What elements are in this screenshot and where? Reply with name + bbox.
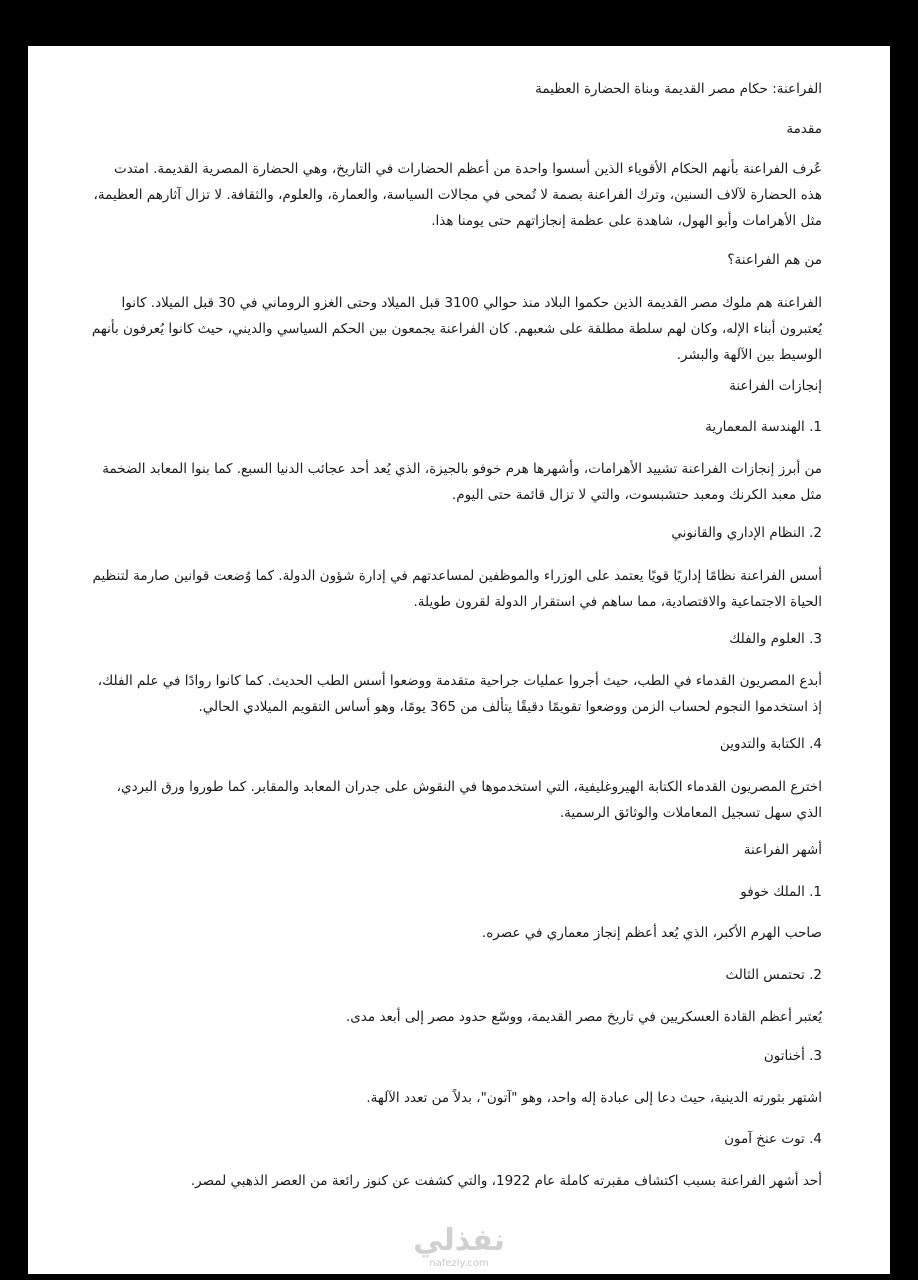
document-title: الفراعنة: حكام مصر القديمة وبناة الحضارة العظيمة <box>535 81 822 97</box>
document-page <box>28 46 890 1274</box>
achievement-heading-writing: 4. الكتابة والتدوين <box>719 736 822 752</box>
who-heading: من هم الفراعنة؟ <box>727 252 822 268</box>
famous-heading-akhenaten: 3. أخناتون <box>763 1048 822 1064</box>
who-paragraph: الفراعنة هم ملوك مصر القديمة الذين حكموا البلاد منذ حوالي 3100 قبل الميلاد وحتى الغزو الروماني في 30 قبل الميلاد. كانوا يُعتبرون أبناء الإله، وكان لهم سلطة مطلقة على شعبهم. كان الفراعنة يجمعون بين الحكم السياسي والديني، حيث كانوا يُعرفون بأنهم الوسيط بين الآلهة والبشر. <box>91 295 822 363</box>
watermark-url: nafezly.com <box>429 1258 489 1269</box>
achievements-heading: إنجازات الفراعنة <box>729 378 822 394</box>
famous-text-tutankhamun: أحد أشهر الفراعنة بسبب اكتشاف مقبرته كاملة عام 1922، والتي كشفت عن كنوز رائعة من العصر الذهبي لمصر. <box>190 1173 822 1189</box>
famous-heading-khufu: 1. الملك خوفو <box>740 884 822 900</box>
achievement-text-science: أبدع المصريون القدماء في الطب، حيث أجروا عمليات جراحية متقدمة ووضعوا أسس الطب الحديث. كما كانوا روادًا في علم الفلك، إذ استخدموا النجوم لحساب الزمن ووضعوا تقويمًا دقيقًا يتألف من 365 يومًا، وهو أساس التقويم الميلادي الحالي. <box>97 673 822 715</box>
famous-heading: أشهر الفراعنة <box>743 842 822 858</box>
intro-heading: مقدمة <box>786 121 822 137</box>
achievement-heading-science: 3. العلوم والفلك <box>729 631 822 647</box>
watermark <box>28 1224 890 1270</box>
achievement-heading-administration: 2. النظام الإداري والقانوني <box>671 525 822 541</box>
famous-text-khufu: صاحب الهرم الأكبر، الذي يُعد أعظم إنجاز معماري في عصره. <box>481 925 822 941</box>
famous-heading-thutmose: 2. تحتمس الثالث <box>725 967 822 983</box>
intro-paragraph: عُرف الفراعنة بأنهم الحكام الأقوياء الذين أسسوا واحدة من أعظم الحضارات في التاريخ، وهي الحضارة المصرية القديمة. امتدت هذه الحضارة لآلاف السنين، وترك الفراعنة بصمة لا تُمحى في مجالات السياسة، والعمارة، والعلوم، والثقافة. لا تزال آثارهم العظيمة، مثل الأهرامات وأبو الهول، شاهدة على عظمة إنجازاتهم حتى يومنا هذا. <box>93 161 822 229</box>
famous-text-thutmose: يُعتبر أعظم القادة العسكريين في تاريخ مصر القديمة، ووسّع حدود مصر إلى أبعد مدى. <box>345 1009 822 1025</box>
achievement-heading-architecture: 1. الهندسة المعمارية <box>705 419 822 435</box>
famous-heading-tutankhamun: 4. توت عنخ آمون <box>724 1131 822 1147</box>
watermark-logo: نفذلي <box>413 1223 505 1258</box>
achievement-text-administration: أسس الفراعنة نظامًا إداريًا قويًا يعتمد على الوزراء والموظفين لمساعدتهم في إدارة شؤون الدولة. كما وُضعت قوانين صارمة لتنظيم الحياة الاجتماعية والاقتصادية، مما ساهم في استقرار الدولة لقرون طويلة. <box>92 568 822 610</box>
achievement-text-writing: اخترع المصريون القدماء الكتابة الهيروغليفية، التي استخدموها في النقوش على جدران المعابد والمقابر. كما طوروا ورق البردي، الذي سهل تسجيل المعاملات والوثائق الرسمية. <box>116 779 822 821</box>
famous-text-akhenaten: اشتهر بثورته الدينية، حيث دعا إلى عبادة إله واحد، وهو "آتون"، بدلاً من تعدد الآلهة. <box>366 1090 822 1106</box>
achievement-text-architecture: من أبرز إنجازات الفراعنة تشييد الأهرامات، وأشهرها هرم خوفو بالجيزة، الذي يُعد أحد عجائب الدنيا السبع. كما بنوا المعابد الضخمة مثل معبد الكرنك ومعبد حتشبسوت، والتي لا تزال قائمة حتى اليوم. <box>102 461 822 503</box>
